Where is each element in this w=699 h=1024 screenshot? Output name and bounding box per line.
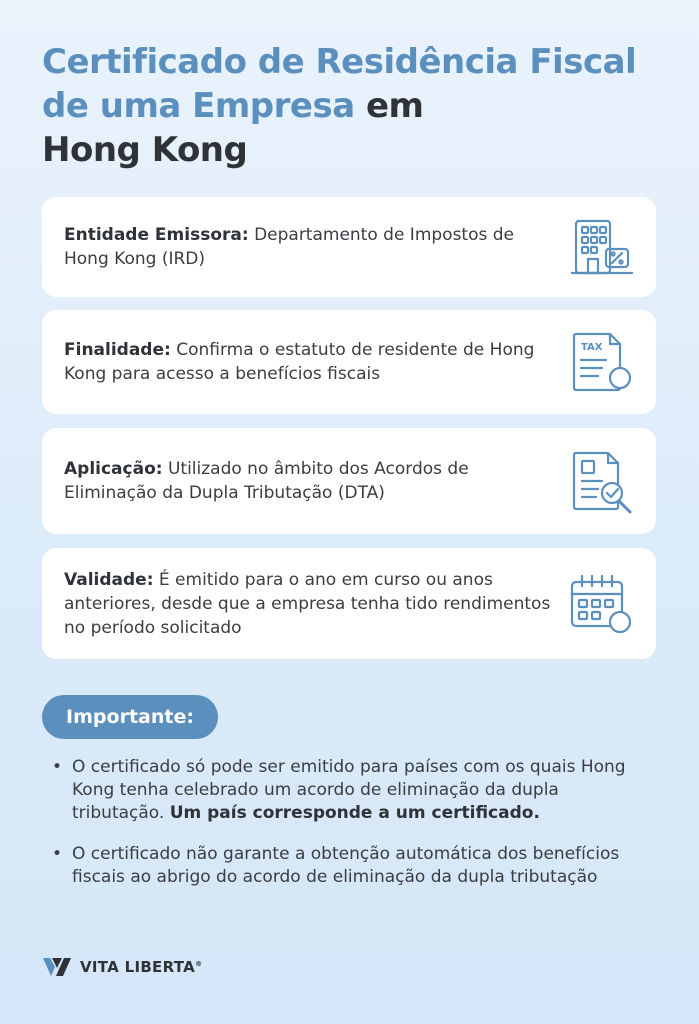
title-dark-hk: Hong Kong <box>42 130 248 170</box>
vita-liberta-logo-icon <box>42 956 72 978</box>
logo-registered-mark: ® <box>195 960 203 968</box>
bullet-1-bold: Um país corresponde a um certificado. <box>169 803 540 823</box>
card-application-value: Utilizado no âmbito dos Acordos de Eliminação da Dupla Tributação (DTA) <box>64 459 469 503</box>
title-accent: Certificado de Residência Fiscal de uma Empresa <box>42 42 637 126</box>
card-validity-text <box>64 548 554 659</box>
card-issuer <box>42 197 656 297</box>
document-magnifier-icon <box>566 445 638 517</box>
card-purpose-text <box>64 310 554 414</box>
logo-name: VITA LIBERTA <box>80 958 196 976</box>
svg-text:TAX: TAX <box>581 342 603 353</box>
card-validity-label: Validade: <box>64 569 154 590</box>
bullet-dot: • <box>52 757 63 777</box>
bullet-1-text: O certificado só pode ser emitido para países com os quais Hong Kong tenha celebrado um acordo de eliminação da dupla tributação. <box>72 757 626 823</box>
list-item <box>50 756 650 825</box>
important-badge: Importante: <box>42 695 218 739</box>
card-purpose-label: Finalidade: <box>64 340 171 360</box>
card-application <box>42 428 656 534</box>
page-title <box>42 40 662 172</box>
bullet-2-text: O certificado não garante a obtenção automática dos benefícios fiscais ao abrigo do acordo de eliminação da dupla tributação <box>72 844 620 887</box>
brand-logo <box>42 956 202 978</box>
logo-text <box>80 958 202 976</box>
title-dark-em: em <box>366 86 424 126</box>
important-list <box>50 756 650 907</box>
card-purpose-value: Confirma o estatuto de residente de Hong Kong para acesso a benefícios fiscais <box>64 340 535 384</box>
card-application-text <box>64 428 554 534</box>
card-issuer-value: Departamento de Impostos de Hong Kong (IRD) <box>64 225 515 269</box>
tax-document-icon <box>566 326 638 398</box>
card-validity <box>42 548 656 659</box>
card-purpose <box>42 310 656 414</box>
calendar-check-icon <box>566 568 638 640</box>
building-percent-icon <box>566 211 638 283</box>
card-issuer-label: Entidade Emissora: <box>64 225 249 245</box>
card-application-label: Aplicação: <box>64 459 163 479</box>
card-issuer-text <box>64 197 554 297</box>
card-validity-value: É emitido para o ano em curso ou anos anteriores, desde que a empresa tenha tido rendimentos no período solicitado <box>64 569 551 638</box>
list-item <box>50 843 650 889</box>
bullet-dot: • <box>52 844 63 864</box>
